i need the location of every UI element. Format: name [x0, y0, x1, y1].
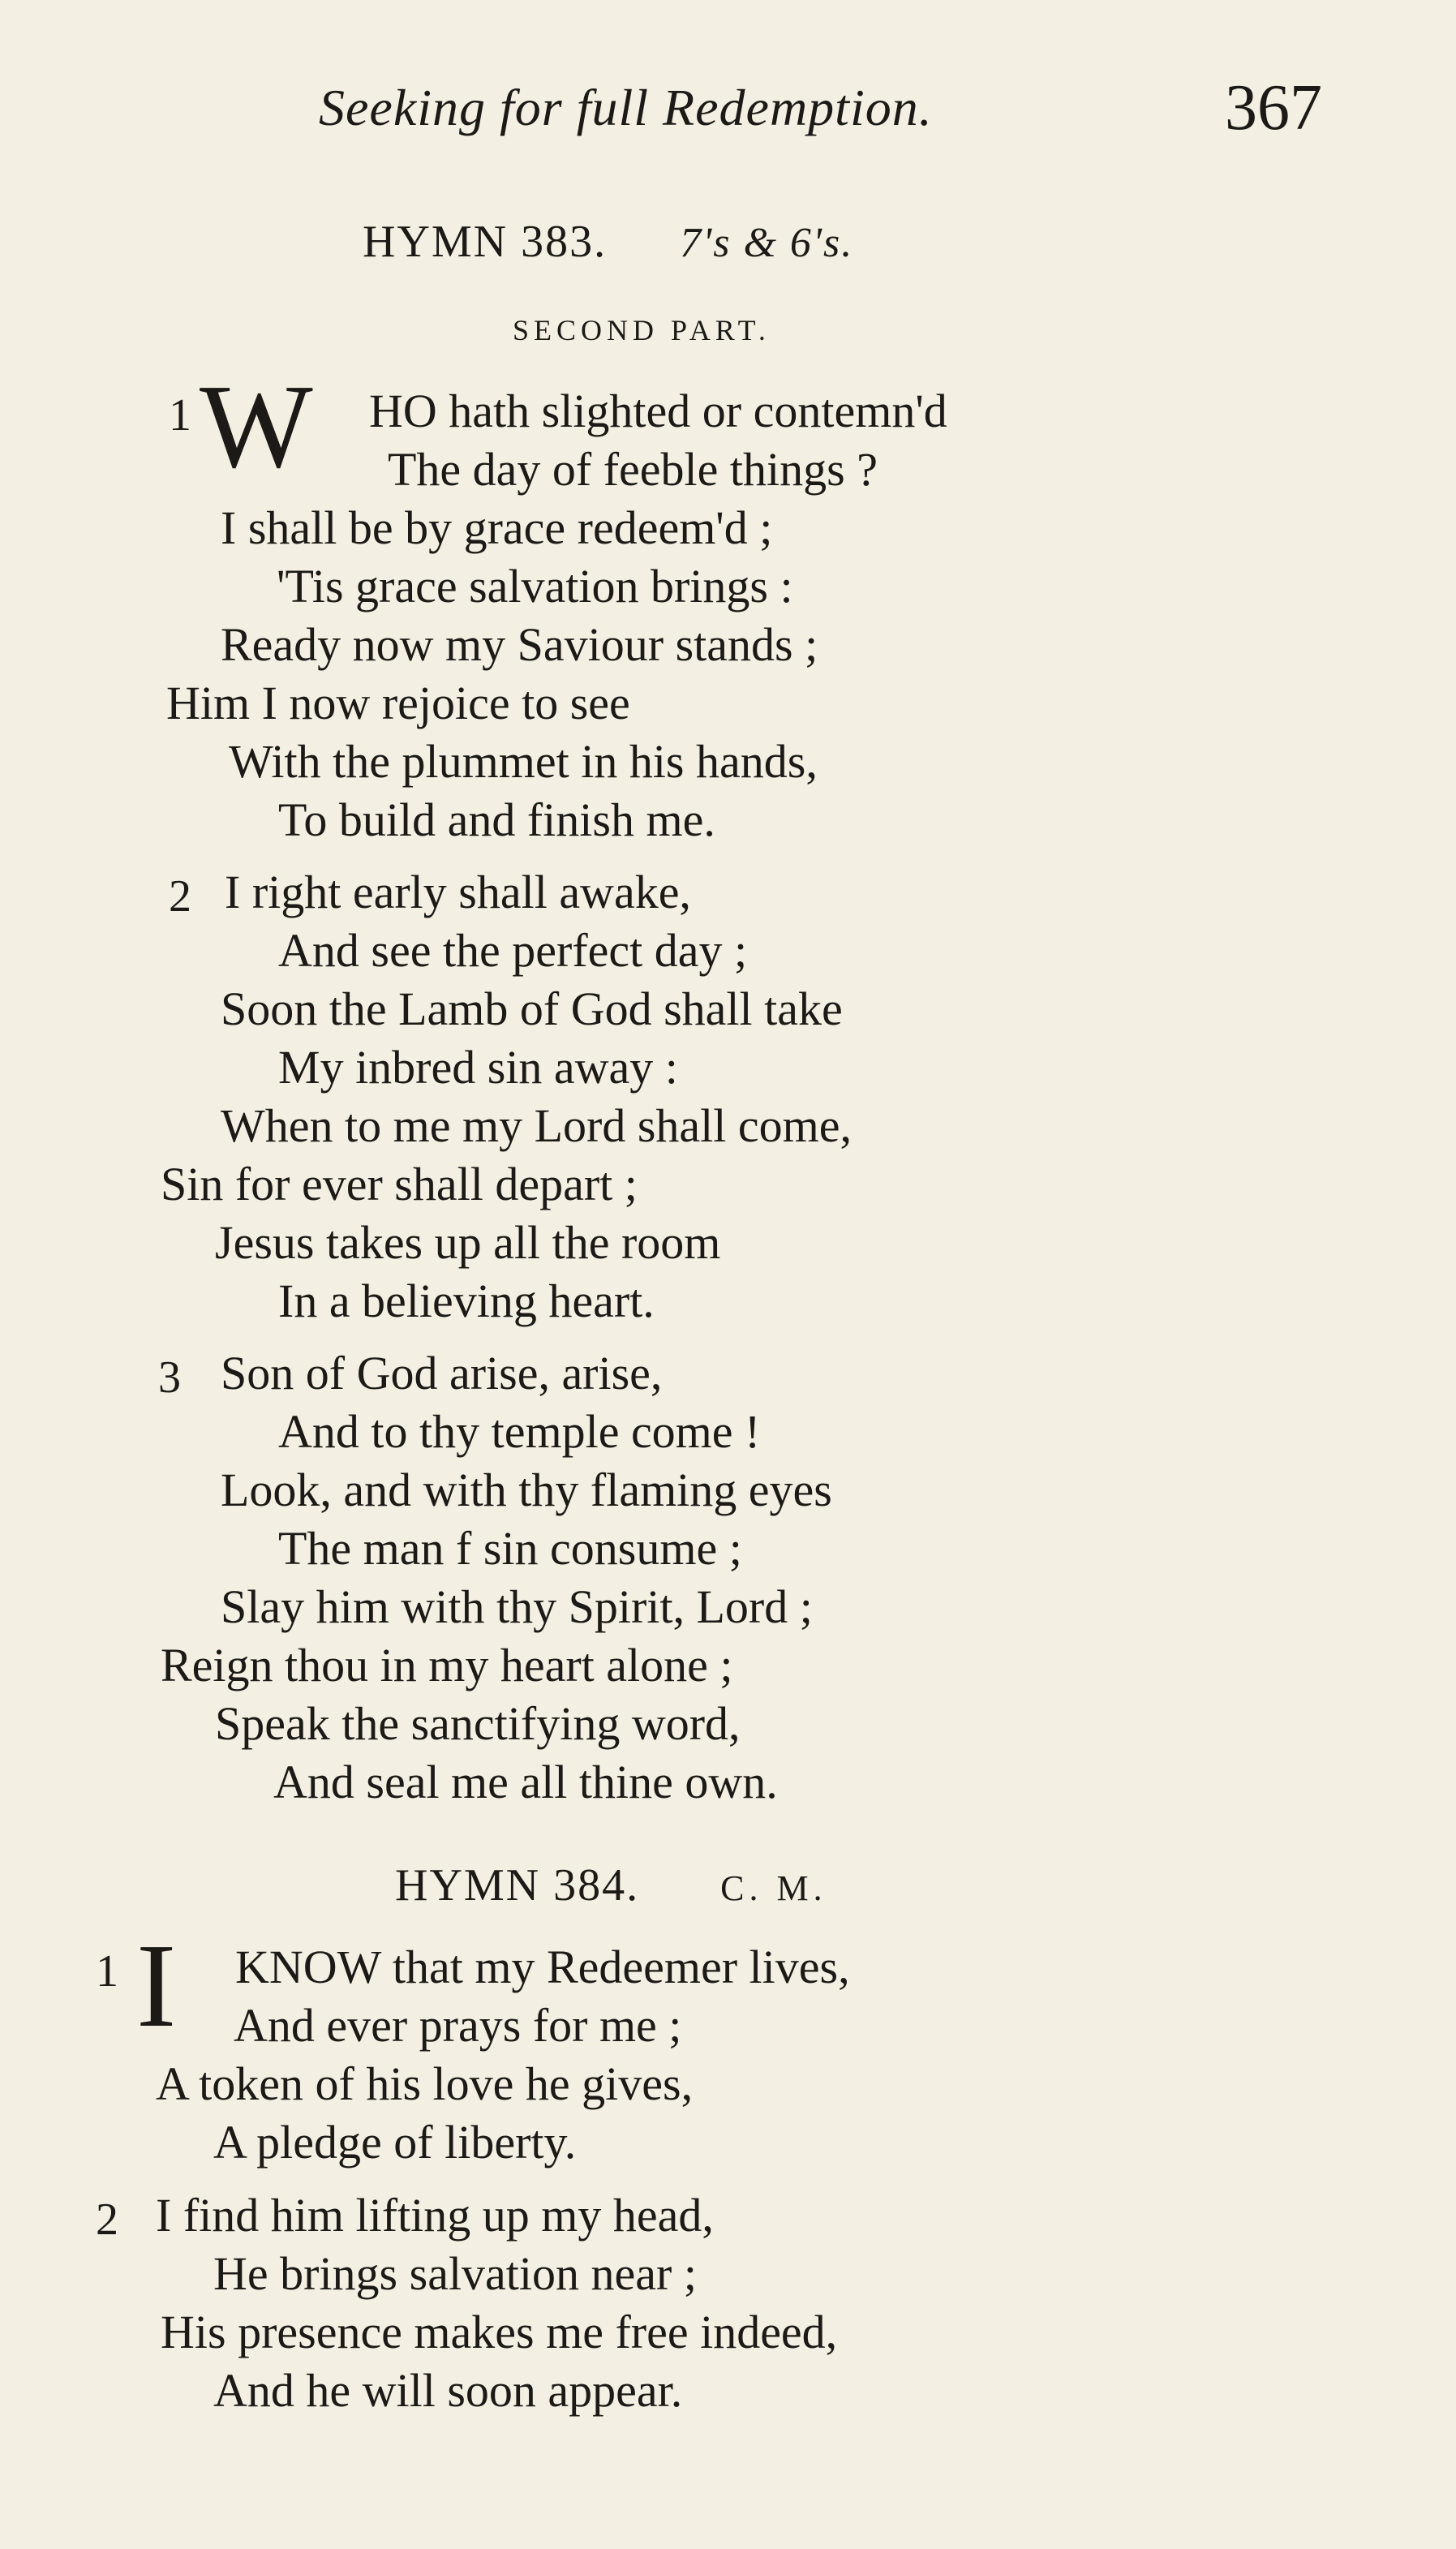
verse-number: 2: [169, 871, 191, 922]
hymn-line: In a believing heart.: [278, 1274, 655, 1327]
hymn-line: Look, and with thy flaming eyes: [221, 1464, 832, 1516]
hymn-line: Slay him with thy Spirit, Lord ;: [221, 1580, 813, 1633]
drop-cap: W: [200, 360, 313, 493]
hymn-line: When to me my Lord shall come,: [221, 1099, 852, 1152]
hymn-line: Reign thou in my heart alone ;: [161, 1639, 733, 1691]
hymn-meter: 7's & 6's.: [680, 220, 854, 266]
hymn-line: A token of his love he gives,: [156, 2057, 694, 2110]
hymn-line: With the plummet in his hands,: [229, 735, 818, 788]
part-label: SECOND PART.: [513, 314, 771, 346]
hymn-line: The man f sin consume ;: [278, 1522, 742, 1575]
hymn-line: Sin for ever shall depart ;: [161, 1158, 638, 1210]
hymn-383-heading: [363, 216, 853, 268]
hymn-line: And to thy temple come !: [278, 1405, 761, 1458]
hymn-line: And seal me all thine own.: [273, 1756, 778, 1808]
hymn-number: HYMN 383.: [363, 217, 608, 267]
hymn-line: Jesus takes up all the room: [215, 1216, 721, 1269]
hymn-line: Soon the Lamb of God shall take: [221, 982, 843, 1035]
hymn-line: HO hath slighted or contemn'd: [369, 385, 947, 437]
drop-cap: I: [136, 1919, 177, 2053]
hymn-line: He brings salvation near ;: [213, 2247, 697, 2300]
page-number: 367: [1225, 72, 1322, 144]
hymn-line: And he will soon appear.: [213, 2364, 683, 2417]
hymn-line: The day of feeble things ?: [388, 443, 878, 496]
hymn-line: I shall be by grace redeem'd ;: [221, 501, 773, 554]
hymn-line: I right early shall awake,: [225, 866, 691, 918]
hymn-line: Son of God arise, arise,: [221, 1347, 663, 1399]
hymn-line: Speak the sanctifying word,: [215, 1697, 741, 1750]
hymn-line: Ready now my Saviour stands ;: [221, 618, 818, 671]
hymn-line: His presence makes me free indeed,: [161, 2306, 838, 2358]
running-title: Seeking for full Redemption.: [319, 79, 933, 136]
hymn-line: My inbred sin away :: [278, 1041, 678, 1094]
hymn-line: And ever prays for me ;: [234, 1999, 682, 2052]
hymn-line: And see the perfect day ;: [278, 924, 748, 977]
hymn-line: I find him lifting up my head,: [156, 2189, 714, 2242]
hymn-384-heading: [395, 1859, 827, 1911]
hymn-line: Him I now rejoice to see: [166, 677, 630, 729]
hymn-number: HYMN 384.: [395, 1860, 640, 1911]
verse-number: 1: [169, 390, 191, 441]
hymn-meter: C. M.: [720, 1868, 827, 1908]
hymn-line: KNOW that my Redeemer lives,: [235, 1941, 850, 1993]
verse-number: 1: [96, 1946, 118, 1997]
hymn-line: To build and finish me.: [278, 793, 715, 846]
verse-number: 3: [158, 1352, 181, 1403]
hymn-line: A pledge of liberty.: [213, 2116, 577, 2169]
verse-number: 2: [96, 2194, 118, 2245]
hymn-line: 'Tis grace salvation brings :: [277, 560, 793, 613]
